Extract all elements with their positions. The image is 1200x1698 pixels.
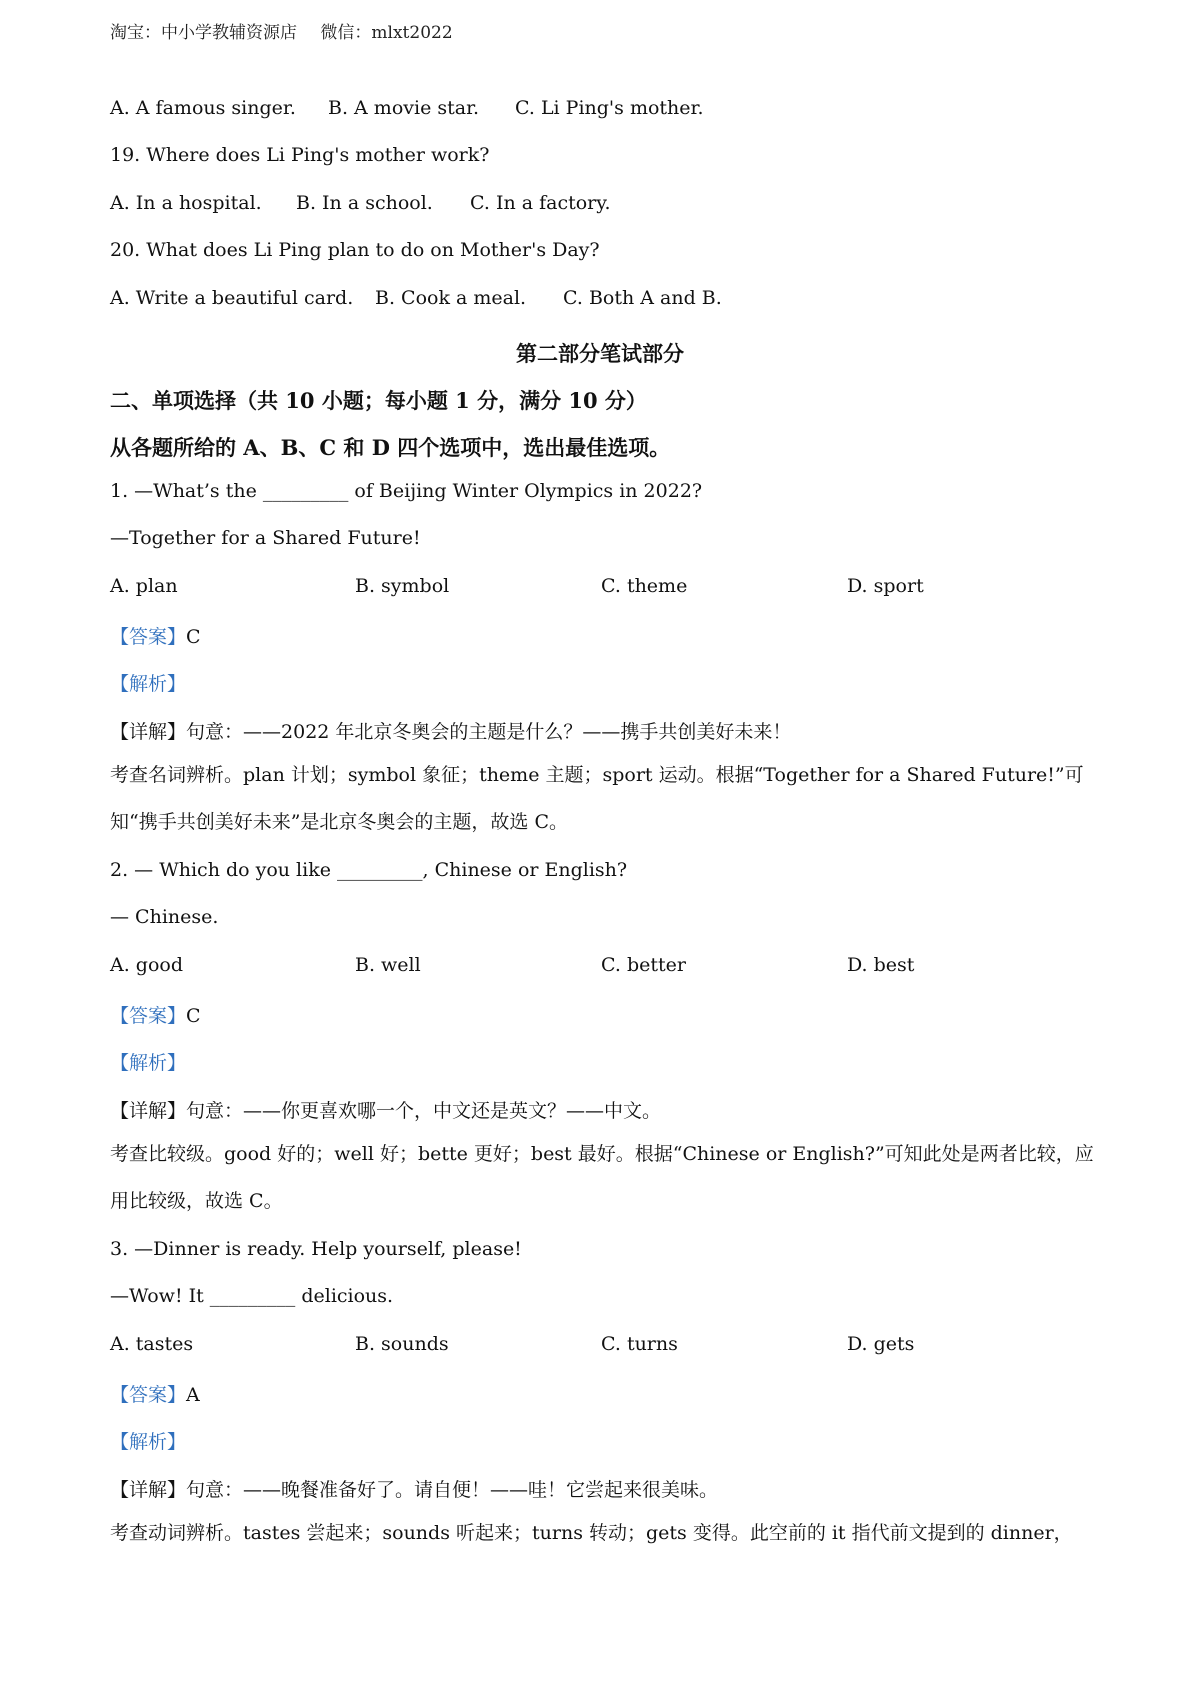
q2-detail-text: 句意：——你更喜欢哪一个，中文还是英文？——中文。	[186, 1100, 662, 1122]
q2-option-c: C. better	[601, 954, 686, 976]
header-shop: 淘宝：中小学教辅资源店	[110, 23, 297, 43]
q1-line-1: 1. —What’s the _________ of Beijing Winter Olympics in 2022?	[110, 480, 703, 502]
q19-option-c: C. In a factory.	[470, 192, 611, 214]
q3-analysis-label: 【解析】	[110, 1431, 187, 1453]
detail-label: 【详解】	[110, 1479, 187, 1501]
q3-answer	[110, 1380, 200, 1407]
q2-analysis-label: 【解析】	[110, 1052, 187, 1074]
q1-analysis-label: 【解析】	[110, 673, 187, 695]
q1-detail-text: 句意：——2022 年北京冬奥会的主题是什么？——携手共创美好未来！	[186, 721, 792, 743]
q20-option-c: C. Both A and B.	[563, 287, 722, 309]
q19-question: 19. Where does Li Ping's mother work?	[110, 144, 490, 166]
q1-detail	[110, 717, 791, 744]
q2-explanation: 考查比较级。good 好的；well 好；bette 更好；best 最好。根据“Chinese or English?”可知此处是两者比较，应用比较级，故选 C。	[110, 1143, 1094, 1212]
q3-option-c: C. turns	[601, 1333, 678, 1355]
section-two-instruction: 从各题所给的 A、B、C 和 D 四个选项中，选出最佳选项。	[110, 435, 671, 460]
q3-detail-text: 句意：——晚餐准备好了。请自便！——哇！它尝起来很美味。	[186, 1479, 719, 1501]
q2-answer-value: C	[186, 1005, 201, 1027]
q18-option-c: C. Li Ping's mother.	[515, 97, 704, 119]
q1-option-b: B. symbol	[355, 575, 450, 597]
q3-option-a: A. tastes	[110, 1333, 194, 1355]
detail-label: 【详解】	[110, 721, 187, 743]
q2-detail	[110, 1096, 661, 1123]
q2-option-d: D. best	[847, 954, 915, 976]
section-two-heading: 二、单项选择（共 10 小题；每小题 1 分，满分 10 分）	[110, 388, 647, 413]
q1-answer-value: C	[186, 626, 201, 648]
q3-option-d: D. gets	[847, 1333, 915, 1355]
q1-line-2: —Together for a Shared Future!	[110, 527, 421, 549]
q3-explanation: 考查动词辨析。tastes 尝起来；sounds 听起来；turns 转动；gets 变得。此空前的 it 指代前文提到的 dinner，	[110, 1522, 1073, 1544]
answer-label: 【答案】	[110, 1384, 187, 1406]
q3-line-2: —Wow! It _________ delicious.	[110, 1285, 394, 1307]
q2-line-2: — Chinese.	[110, 906, 219, 928]
q18-option-a: A. A famous singer.	[110, 97, 296, 119]
q18-option-b: B. A movie star.	[328, 97, 480, 119]
answer-label: 【答案】	[110, 1005, 187, 1027]
q1-option-d: D. sport	[847, 575, 924, 597]
q3-line-1: 3. —Dinner is ready. Help yourself, please!	[110, 1238, 522, 1260]
part-two-title: 第二部分笔试部分	[516, 341, 684, 366]
q19-option-a: A. In a hospital.	[110, 192, 262, 214]
page-header	[110, 18, 453, 43]
q2-option-b: B. well	[355, 954, 421, 976]
q20-question: 20. What does Li Ping plan to do on Mother's Day?	[110, 239, 600, 261]
q1-explanation: 考查名词辨析。plan 计划；symbol 象征；theme 主题；sport 运动。根据“Together for a Shared Future!”可知“携手共创美好未来”是北京冬奥会的主题，故选 C。	[110, 764, 1084, 833]
q2-option-a: A. good	[110, 954, 184, 976]
q1-answer	[110, 622, 201, 649]
detail-label: 【详解】	[110, 1100, 187, 1122]
answer-label: 【答案】	[110, 626, 187, 648]
q3-detail	[110, 1475, 718, 1502]
q19-option-b: B. In a school.	[296, 192, 433, 214]
q3-option-b: B. sounds	[355, 1333, 449, 1355]
q20-option-b: B. Cook a meal.	[375, 287, 527, 309]
q20-option-a: A. Write a beautiful card.	[110, 287, 354, 309]
q3-answer-value: A	[186, 1384, 200, 1406]
q2-line-1: 2. — Which do you like _________, Chinese or English?	[110, 859, 628, 881]
q1-option-a: A. plan	[110, 575, 178, 597]
header-wechat: 微信：mlxt2022	[320, 23, 453, 43]
q1-option-c: C. theme	[601, 575, 688, 597]
q2-answer	[110, 1001, 201, 1028]
